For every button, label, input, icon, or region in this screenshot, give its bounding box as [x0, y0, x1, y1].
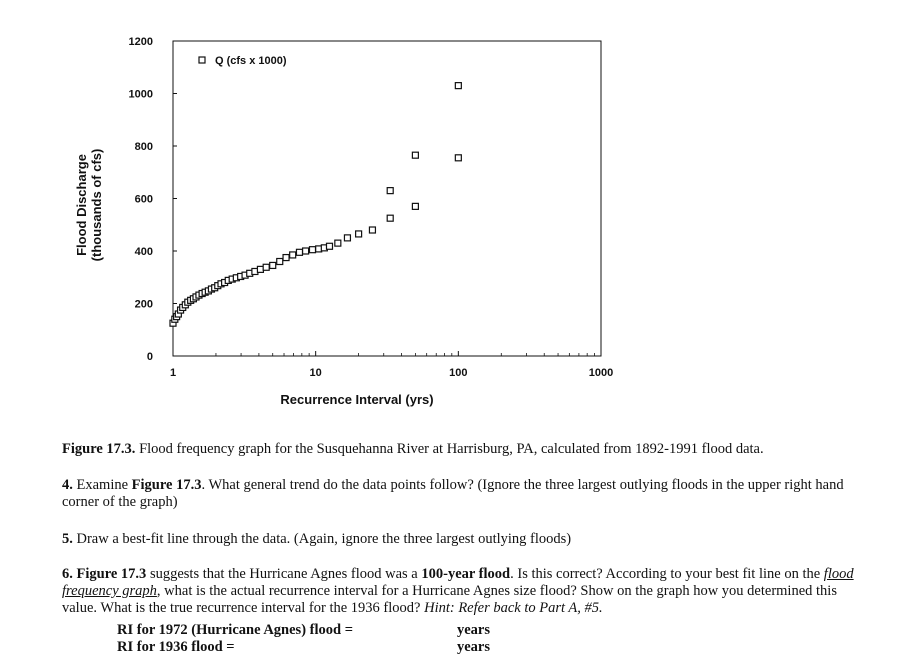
q6-fig: Figure 17.3 — [72, 566, 147, 582]
data-points — [170, 83, 461, 327]
q6-number: 6. — [62, 566, 73, 582]
data-point — [412, 152, 418, 158]
y-tick-label: 800 — [134, 141, 153, 153]
answer-label: RI for 1936 flood = — [117, 639, 235, 655]
y-tick-label: 1200 — [128, 36, 153, 48]
x-tick-label: 100 — [449, 367, 468, 379]
data-point — [290, 252, 296, 258]
y-tick-label: 200 — [134, 298, 153, 311]
figure-caption — [62, 441, 862, 458]
q4-fig: Figure 17.3 — [131, 477, 202, 493]
q4-pre: Examine — [72, 477, 132, 493]
data-point — [270, 262, 276, 268]
q6-t1: suggests that the Hurricane Agnes flood was a — [146, 566, 422, 582]
answer-row-agnes — [117, 622, 491, 639]
x-tick-label: 10 — [309, 367, 322, 379]
q6-t2: . Is this correct? According to your best fit line on the — [510, 566, 824, 582]
q5-number: 5. — [62, 531, 73, 547]
data-point — [412, 203, 418, 209]
data-point — [335, 240, 341, 246]
data-point — [326, 243, 332, 249]
q5-text: Draw a best-fit line through the data. (Again, ignore the three largest outlying floods) — [72, 531, 572, 547]
data-point — [369, 227, 375, 233]
data-point — [455, 83, 461, 89]
x-tick-label: 1000 — [588, 367, 614, 379]
data-point — [387, 215, 393, 221]
answer-units: years — [457, 622, 491, 638]
answer-row-1936 — [117, 639, 491, 656]
plot-frame — [173, 41, 601, 356]
question-4 — [62, 477, 862, 511]
x-tick-label: 1 — [169, 367, 177, 379]
question-5 — [62, 531, 862, 548]
answer-label: RI for 1972 (Hurricane Agnes) flood = — [117, 622, 353, 638]
q6-t3: , what is the actual recurrence interval for a Hurricane Agnes size flood? Show on the graph how you determined this value. What is the true recurrence interval for the 1936 flood? — [62, 583, 837, 616]
data-point — [283, 255, 289, 261]
legend-marker — [199, 57, 205, 63]
y-tick-label: 600 — [134, 193, 153, 206]
y-axis — [129, 36, 177, 363]
data-point — [344, 235, 350, 241]
q4-text: . What general trend do the data points follow? (Ignore the three largest outlying floods in the upper right hand corner of the graph) — [62, 477, 844, 510]
data-point — [387, 188, 393, 194]
data-point — [309, 247, 315, 253]
data-point — [455, 155, 461, 161]
data-point — [296, 249, 302, 255]
caption-label: Figure 17.3. — [62, 441, 136, 457]
y-axis-title-line1: Flood Discharge — [74, 154, 89, 256]
data-point — [263, 264, 269, 270]
y-axis-title-line2: (thousands of cfs) — [89, 148, 104, 262]
x-axis-title: Recurrence Interval (yrs) — [280, 392, 434, 407]
legend-label: Q (cfs x 1000) — [215, 55, 287, 67]
question-6 — [62, 566, 862, 617]
caption-text: Flood frequency graph for the Susquehanna River at Harrisburg, PA, calculated from 1892-1991 flood data. — [135, 441, 764, 457]
answer-units: years — [457, 639, 491, 655]
q6-bold: 100-year flood — [421, 566, 511, 582]
x-axis — [170, 351, 613, 379]
legend — [199, 55, 287, 67]
data-point — [303, 248, 309, 254]
y-tick-label: 400 — [134, 246, 153, 258]
q6-hint: Hint: Refer back to Part A, #5. — [424, 600, 603, 616]
data-point — [257, 266, 263, 272]
data-point — [356, 231, 362, 237]
q4-number: 4. — [62, 477, 73, 493]
y-tick-label: 0 — [146, 351, 153, 363]
data-point — [277, 259, 283, 265]
y-tick-label: 1000 — [128, 88, 153, 101]
q6-link: flood frequency graph — [62, 566, 854, 599]
